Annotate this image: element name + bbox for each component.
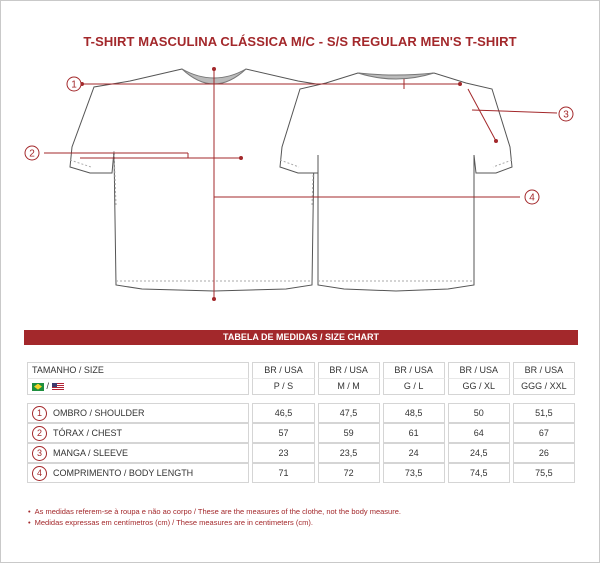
tshirt-illustration	[0, 55, 600, 315]
table-cell: 23	[252, 443, 314, 463]
region-label: BR / USA	[383, 362, 445, 378]
brazil-flag-icon	[32, 383, 44, 391]
region-label: BR / USA	[252, 362, 314, 378]
size-header-gg: GG / XL	[448, 378, 510, 395]
marker-3-icon: 3	[32, 446, 47, 461]
measure-label: OMBRO / SHOULDER	[53, 408, 145, 418]
flag-separator: /	[46, 381, 50, 391]
size-header-p: P / S	[252, 378, 314, 395]
table-cell: 23,5	[318, 443, 380, 463]
table-cell: 50	[448, 403, 510, 423]
marker-1-icon: 1	[32, 406, 47, 421]
table-cell: 71	[252, 463, 314, 483]
arrow-dot	[239, 156, 243, 160]
table-header-row	[27, 362, 575, 378]
table-cell: 46,5	[252, 403, 314, 423]
size-header-m: M / M	[318, 378, 380, 395]
size-column-header: TAMANHO / SIZE	[27, 362, 249, 378]
table-cell: 24	[383, 443, 445, 463]
region-label: BR / USA	[448, 362, 510, 378]
footnote-text: As medidas referem-se à roupa e não ao corpo / These are the measures of the clothe, not the body measure.	[34, 507, 401, 516]
measure-label: COMPRIMENTO / BODY LENGTH	[53, 468, 194, 478]
table-row	[27, 463, 575, 483]
marker-4-icon: 4	[32, 466, 47, 481]
table-cell: 51,5	[513, 403, 575, 423]
marker-3-label: 3	[563, 109, 569, 121]
size-table	[24, 362, 578, 483]
table-cell: 75,5	[513, 463, 575, 483]
size-header-g: G / L	[383, 378, 445, 395]
table-row	[27, 443, 575, 463]
table-row	[27, 423, 575, 443]
table-cell: 48,5	[383, 403, 445, 423]
table-cell: 24,5	[448, 443, 510, 463]
footnotes	[28, 506, 401, 528]
footnote-text: Medidas expressas em centímetros (cm) / These measures are in centimeters (cm).	[34, 518, 313, 527]
row-label-sleeve	[27, 443, 249, 463]
marker-4-label: 4	[529, 192, 535, 204]
table-cell: 74,5	[448, 463, 510, 483]
table-size-row	[27, 378, 575, 395]
table-cell: 57	[252, 423, 314, 443]
table-row	[27, 403, 575, 423]
marker-1-label: 1	[71, 79, 77, 91]
marker-2-icon: 2	[32, 426, 47, 441]
table-cell: 47,5	[318, 403, 380, 423]
region-label: BR / USA	[513, 362, 575, 378]
arrow-dot	[212, 67, 216, 71]
bullet-icon: •	[28, 518, 31, 527]
usa-flag-icon	[52, 383, 64, 391]
flags-cell	[27, 378, 249, 395]
arrow-dot	[212, 297, 216, 301]
table-cell: 61	[383, 423, 445, 443]
arrow-dot	[458, 82, 462, 86]
row-label-chest	[27, 423, 249, 443]
table-cell: 59	[318, 423, 380, 443]
measure-label: MANGA / SLEEVE	[53, 448, 129, 458]
bullet-icon: •	[28, 507, 31, 516]
table-cell: 64	[448, 423, 510, 443]
footnote	[28, 506, 401, 517]
measure-label: TÓRAX / CHEST	[53, 428, 123, 438]
page-title: T-SHIRT MASCULINA CLÁSSICA M/C - S/S REGULAR MEN'S T-SHIRT	[83, 34, 517, 49]
size-header-ggg: GGG / XXL	[513, 378, 575, 395]
arrow-dot	[494, 139, 498, 143]
marker-2-label: 2	[29, 148, 35, 160]
row-label-length	[27, 463, 249, 483]
size-chart-header: TABELA DE MEDIDAS / SIZE CHART	[24, 330, 578, 345]
table-cell: 67	[513, 423, 575, 443]
row-label-shoulder	[27, 403, 249, 423]
table-cell: 72	[318, 463, 380, 483]
footnote	[28, 517, 401, 528]
table-cell: 73,5	[383, 463, 445, 483]
region-label: BR / USA	[318, 362, 380, 378]
table-cell: 26	[513, 443, 575, 463]
